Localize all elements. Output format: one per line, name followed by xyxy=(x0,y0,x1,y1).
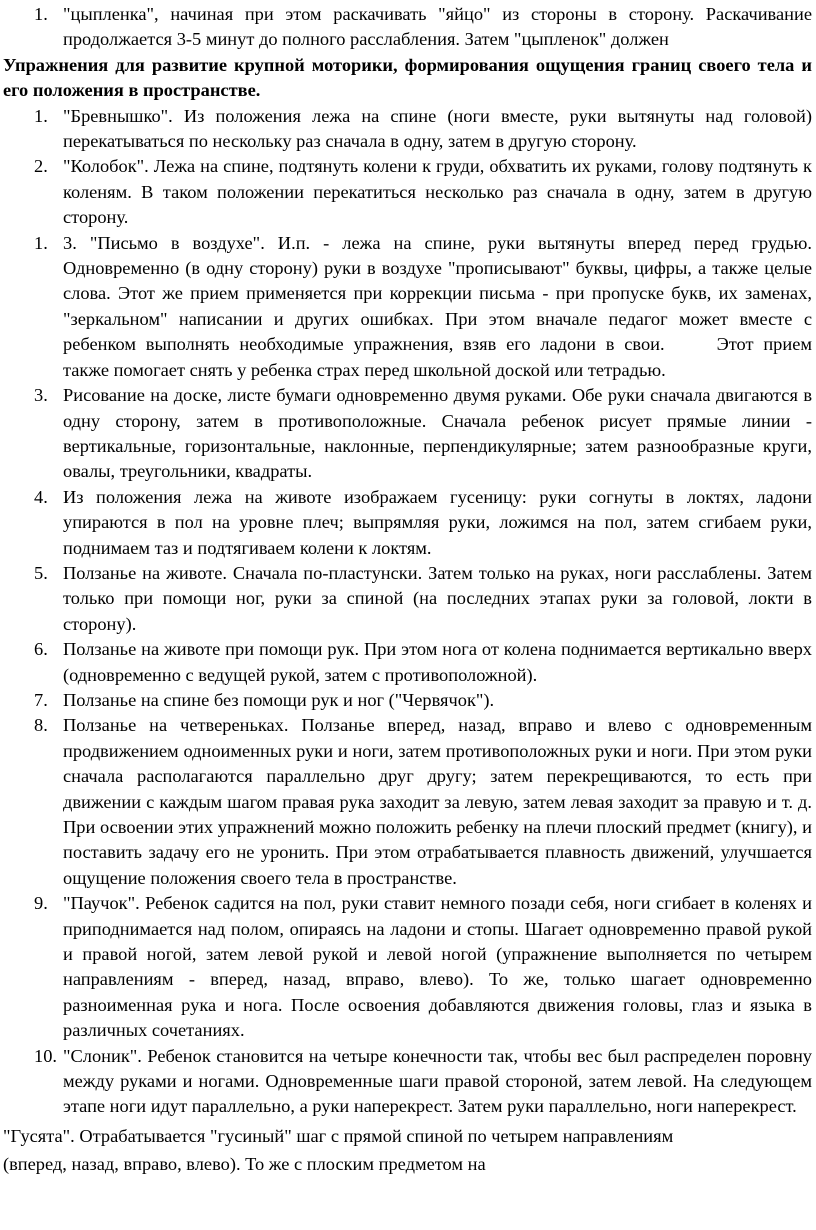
list-item-text xyxy=(63,231,812,383)
list-item-text: Ползанье на четвереньках. Ползанье вперед, назад, вправо и влево с одновременным продвижением одноименных руки и ноги, затем противоположных руки и ноги. При этом руки сначала располагаются параллельно друг другу; затем перекрещиваются, то есть при движении с каждым шагом правая рука заходит за левую, затем левая заходит за правую и т. д. При освоении этих упражнений можно положить ребенку на плечи плоский предмет (книгу), и поставить задачу его не уронить. При этом отрабатывается плавность движений, улучшается ощущение положения своего тела в пространстве. xyxy=(63,715,812,888)
section-heading: Упражнения для развитие крупной моторики, формирования ощущения границ своего тела и его положения в пространстве. xyxy=(3,54,812,101)
list-item xyxy=(3,104,812,155)
list-item xyxy=(3,561,812,637)
list-item xyxy=(3,485,812,561)
list-item xyxy=(3,637,812,688)
list-item-number: 10. xyxy=(34,1045,57,1066)
list-item-number: 3. xyxy=(34,385,48,406)
list-item-number: 2. xyxy=(34,156,48,177)
list-item-number: 6. xyxy=(34,639,48,660)
list-item-number: 8. xyxy=(34,715,48,736)
list-item xyxy=(3,891,812,1043)
list-item-text: "цыпленка", начиная при этом раскачивать "яйцо" из стороны в сторону. Раскачивание продолжается 3-5 минут до полного расслабления. Затем "цыпленок" должен xyxy=(63,4,812,50)
list-item xyxy=(3,713,812,891)
list-item-text: "Колобок". Лежа на спине, подтянуть колени к груди, обхватить их руками, голову подтянуть к коленям. В таком положении перекатиться несколько раз сначала в одну, затем в другую сторону. xyxy=(63,156,812,228)
list-item-text-part: Этот прием также помогает снять у ребенка страх перед школьной доской или тетрадью. xyxy=(63,334,813,380)
list-item-number: 5. xyxy=(34,562,48,583)
list-item xyxy=(3,154,812,230)
list-item-text: Ползанье на животе. Сначала по-пластунски. Затем только на руках, ноги расслаблены. Затем только при помощи ног, руки за спиной (на последних этапах руки за головой, локти в сторону). xyxy=(63,562,812,634)
list-item-number: 1. xyxy=(34,4,48,24)
list-item-number: 1. xyxy=(34,232,48,253)
list-item-text: Ползанье на животе при помощи рук. При этом нога от колена поднимается вертикально вверх (одновременно с ведущей рукой, затем с противоположной). xyxy=(63,639,812,685)
list-item xyxy=(3,1044,812,1120)
list-item-text: "Паучок". Ребенок садится на пол, руки ставит немного позади себя, ноги сгибает в коленях и приподнимается над полом, опираясь на ладони и стопы. Шагает одновременно правой рукой и правой ногой, затем левой рукой и левой ногой (упражнение выполняется по четырем направлениям - вперед, назад, вправо, влево). То же, только шагает одновременно разноименная рука и нога. После освоения добавляются движения головы, глаз и языка в различных сочетаниях. xyxy=(63,893,812,1041)
list-item xyxy=(3,231,812,383)
list-item-text-part: 3. "Письмо в воздухе". И.п. - лежа на спине, руки вытянуты вперед перед грудью. Одновременно (в одну сторону) руки в воздухе "прописывают" буквы, цифры, а также целые слова. Этот же прием применяется при коррекции письма - при пропуске букв, их заменах, "зеркальном" написании и других ошибках. При этом вначале педагог может вместе с ребенком выполнять необходимые упражнения, взяв его ладони в свои. xyxy=(63,232,812,355)
closing-paragraph xyxy=(3,1122,812,1178)
closing-paragraph-line: "Гусята". Отрабатывается "гусиный" шаг с прямой спиной по четырем направлениям xyxy=(3,1125,674,1146)
list-item-text: Рисование на доске, листе бумаги одновременно двумя руками. Обе руки сначала двигаются в одну сторону, затем в противоположные. Сначала ребенок рисует прямые линии - вертикальные, горизонтальные, наклонные, перпендикулярные; затем разнообразные круги, овалы, треугольники, квадраты. xyxy=(63,385,812,482)
list-item-number: 1. xyxy=(34,105,48,126)
closing-paragraph-line: (вперед, назад, вправо, влево). То же с плоским предметом на xyxy=(3,1153,486,1174)
list-item xyxy=(3,383,812,485)
list-item-text: Из положения лежа на животе изображаем гусеницу: руки согнуты в локтях, ладони упираются в пол на уровне плеч; выпрямляя руки, ложимся на пол, затем сгибаем руки, поднимаем таз и подтягиваем колени к локтям. xyxy=(63,486,812,558)
list-item-number: 7. xyxy=(34,689,48,710)
list-item xyxy=(3,688,812,713)
list-item-text: "Бревнышко". Из положения лежа на спине (ноги вместе, руки вытянуты над головой) перекатываться по нескольку раз сначала в одну, затем в другую сторону. xyxy=(63,105,812,152)
list-item-number: 4. xyxy=(34,486,48,507)
list-item xyxy=(3,2,812,53)
list-item-text: Ползанье на спине без помощи рук и ног ("Червячок"). xyxy=(63,689,495,710)
list-item-number: 9. xyxy=(34,893,48,914)
list-item-text: "Слоник". Ребенок становится на четыре конечности так, чтобы вес был распределен поровну между руками и ногами. Одновременные шаги правой стороной, затем левой. На следующем этапе ноги идут параллельно, а руки наперекрест. Затем руки параллельно, ноги наперекрест. xyxy=(63,1045,812,1117)
